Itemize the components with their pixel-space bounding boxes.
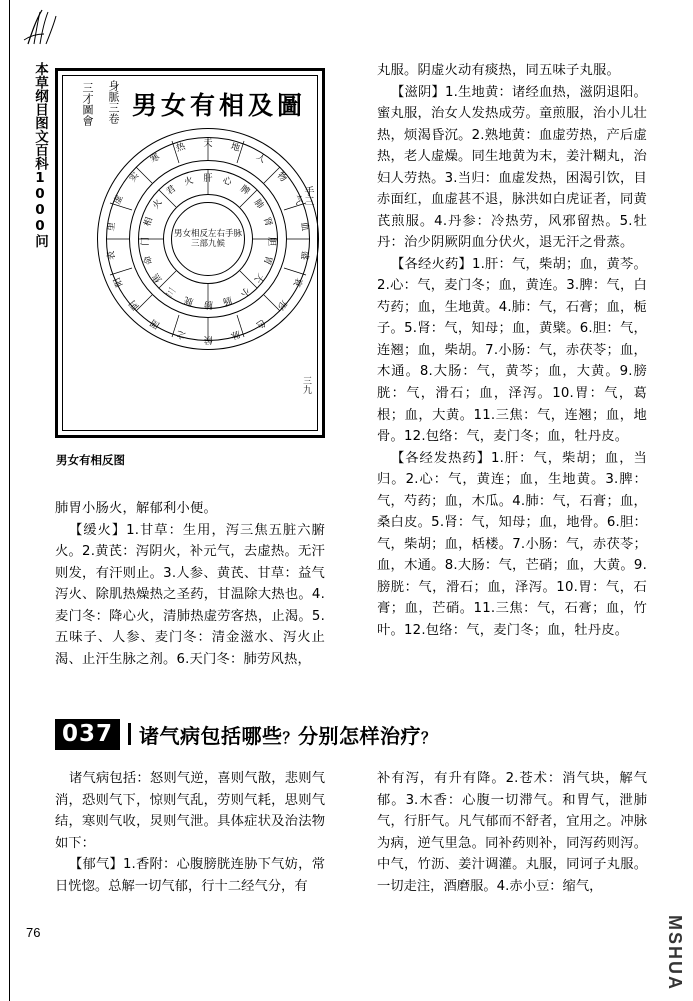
figure-title: 男女有相及圖	[131, 91, 306, 120]
figure-frame	[55, 68, 325, 438]
bottom-left-column	[55, 768, 325, 897]
paragraph: 补有泻，有升有降。2.苍术：消气块，解气郁。3.木香：心腹一切滞气。和胃气，泄肺气，行肝气。凡气郁而不舒者，宜用之。冲脉为病，逆气里急。同补药则补，同泻药则泻。中气，竹沥、姜汁调灌。丸服，同诃子丸服。一切走注，酒磨服。4.赤小豆：缩气，	[377, 771, 647, 894]
paragraph: 肺胃小肠火，解郁利小便。	[55, 501, 217, 516]
paragraph: 丸服。阴虚火动有痰热，同五味子丸服。	[377, 63, 620, 78]
figure-page-label: 三九	[301, 376, 311, 394]
figure-side-label: 手三	[302, 186, 313, 206]
diagram-outer-ring-text: 天 地 人 物 气 血 盛 衰 形 色 脉 候 之 图 阴 阳 表 里 虚 实 寒 热	[105, 138, 311, 344]
figure-volume-label: 身脈三卷	[107, 80, 120, 124]
section-number-badge: 037	[55, 719, 120, 750]
section-divider	[128, 723, 131, 745]
paragraph: 【各经发热药】1.肝：气，柴胡；血，当归。2.心：气，黄连；血，生地黄。3.脾：气，芍药；血，木瓜。4.肺：气，石膏；血，桑白皮。5.肾：气，知母；血，地骨。6.胆：气，柴胡；血，栝楼。7.小肠：气，赤茯苓；血，木通。8.大肠：气，芒硝；血，大黄。9.膀胱：气，滑石；血，泽泻。10.胃：气，石膏；血，芒硝。11.三焦：气，石膏；血，竹叶。12.包络：气，麦门冬；血，牡丹皮。	[377, 450, 647, 638]
figure-caption: 男女有相反图	[56, 453, 125, 467]
diagram-middle-ring-text: 肝 心 脾 肺 肾 胆 胃 大 小 肠 膀 胱 三 焦 命 门 相 火 君 火	[140, 173, 276, 309]
left-text-column	[55, 498, 325, 670]
section-title-q1: ？	[282, 728, 299, 747]
section-title-q2: ？	[421, 728, 437, 747]
paragraph: 诸气病包括：怒则气逆，喜则气散，悲则气消，恐则气下，惊则气乱，劳则气耗，思则气结，寒则气收，炅则气泄。具体症状及治法物如下：	[55, 771, 325, 851]
section-title-part1: 诸气病包括哪些	[139, 723, 283, 748]
concentric-pulse-diagram	[97, 128, 319, 350]
paragraph: 【各经火药】1.肝：气，柴胡；血，黄芩。2.心：气，麦门冬；血，黄连。3.脾：气，白芍药；血，生地黄。4.肺：气，石膏；血，栀子。5.肾：气，知母；血，黄檗。6.胆：气，连翘；血，柴胡。7.小肠：气，赤茯苓；血，木通。8.大肠：气，黄芩；血，大黄。9.膀胱：气，滑石；血，泽泻。10.胃：气，葛根；血，大黄。11.三焦：气，连翘；血，地骨。12.包络：气，麦门冬；血，牡丹皮。	[377, 256, 647, 445]
section-title-part2: 分别怎样治疗	[298, 723, 422, 748]
page-number: 76	[26, 925, 41, 940]
figure-inner-frame	[62, 75, 318, 431]
spine-book-title: 本草纲目图文百科1000问	[32, 62, 48, 248]
paragraph: 【缓火】1.甘草：生用，泻三焦五脏六腑火。2.黄芪：泻阴火，补元气，去虚热。无汗则发，有汗则止。3.人参、黄芪、甘草：益气泻火、除肌热燥热之圣药，甘温除大热也。4.麦门冬：降心火，清肺热虚劳客热，止渴。5.五味子、人参、麦门冬：清金滋水、泻火止渴、止汗生脉之剂。6.天门冬：肺劳风热，	[55, 522, 325, 667]
bottom-right-column	[377, 768, 647, 897]
page-spine-rule	[0, 0, 10, 1001]
right-text-column	[377, 60, 647, 641]
brush-decoration-icon	[22, 6, 62, 46]
paragraph: 【郁气】1.香附：心腹膀胱连胁下气妨，常日恍惚。总解一切气郁，行十二经气分，有	[55, 857, 325, 894]
paragraph: 【滋阴】1.生地黄：诸经血热，滋阴退阳。蜜丸服，治女人发热成劳。童煎服，治小儿壮热，烦渴昏沉。2.熟地黄：血虚劳热，产后虚热，老人虚燥。同生地黄为末，姜汁糊丸，治妇人劳热。3.当归：血虚发热，困渴引饮，目赤面红，血虚甚不退，脉洪如白虎证者，同黄芪煎服。4.丹参：冷热劳，风邪留热。5.牡丹：治少阴厥阴血分伏火，退无汗之骨蒸。	[377, 84, 647, 251]
diagram-center-text: 男女相反左右手脉三部九候	[173, 228, 242, 249]
watermark-brand: MSHUA	[665, 915, 685, 991]
section-title	[139, 720, 437, 749]
figure-source-label: 三才圖會	[81, 82, 94, 126]
section-heading	[55, 718, 647, 750]
